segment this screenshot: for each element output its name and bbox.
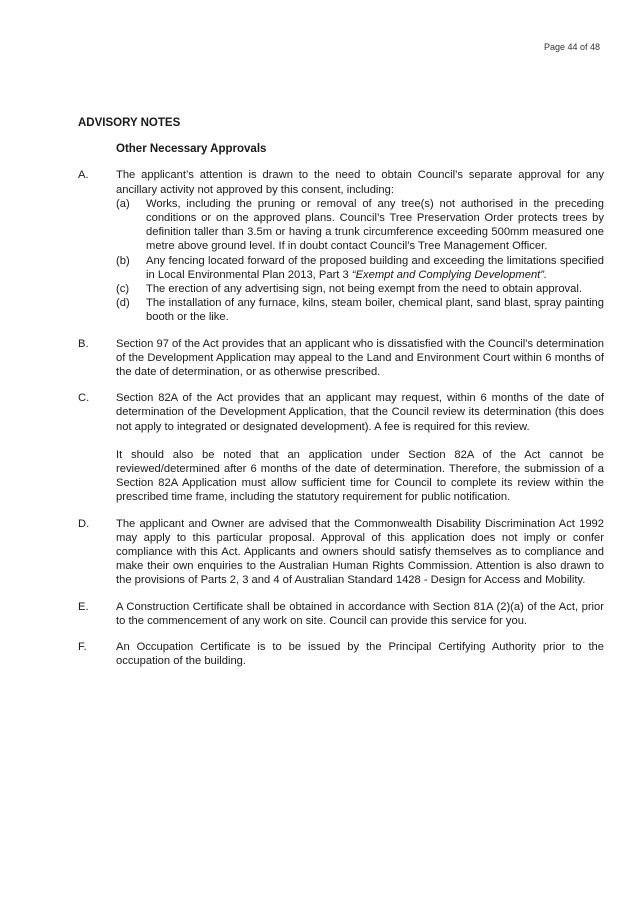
note-letter: F. bbox=[78, 641, 87, 654]
sub-item bbox=[116, 197, 604, 254]
sub-item-letter: (a) bbox=[116, 197, 130, 210]
note-a-intro: The applicant’s attention is drawn to the need to obtain Council’s separate approval for any ancillary activity not approved by this consent, including: bbox=[116, 169, 604, 196]
note-c-para-1: Section 82A of the Act provides that an applicant may request, within 6 months of the date of determination of the Development Application, that the Council review its determination (this does not apply to integrated or designated development). A fee is required for this review. bbox=[116, 392, 604, 433]
note-letter: B. bbox=[78, 337, 89, 350]
note-letter: D. bbox=[78, 517, 90, 530]
sub-list bbox=[116, 197, 604, 325]
sub-item-letter: (b) bbox=[116, 254, 130, 267]
note-letter: A. bbox=[78, 169, 89, 182]
note-d-text: The applicant and Owner are advised that the Commonwealth Disability Discrimination Act 1992 may apply to this particular proposal. Approval of this application does not imply or confer compliance with this Act. Applicants and owners should satisfy themselves as to compliance and make their own enquiries to the Australian Human Rights Commission. Attention is also drawn to the provisions of Parts 2, 3 and 4 of Australian Standard 1428 - Design for Access and Mobility. bbox=[116, 517, 604, 587]
note-body bbox=[116, 391, 604, 504]
sub-item-text: The installation of any furnace, kilns, steam boiler, chemical plant, sand blast, spray painting booth or the like. bbox=[146, 297, 604, 324]
note-e-text: A Construction Certificate shall be obtained in accordance with Section 81A (2)(a) of the Act, prior to the commencement of any work on site. Council can provide this service for you. bbox=[116, 600, 604, 627]
subsection-heading: Other Necessary Approvals bbox=[116, 143, 267, 156]
sub-item-text-plain: Any fencing located forward of the proposed building and exceeding the limitations specified in Local Environmental Plan 2013, Part 3 bbox=[146, 254, 604, 281]
note-c-para-2: It should also be noted that an application under Section 82A of the Act cannot be reviewed/determined after 6 months of the date of determination. Therefore, the submission of a Section 82A Application must allow sufficient time for Council to complete its review within the prescribed time frame, including the statutory requirement for public notification. bbox=[116, 448, 604, 504]
note-b bbox=[78, 337, 604, 380]
sub-item bbox=[116, 296, 604, 324]
note-body bbox=[116, 337, 604, 380]
note-body bbox=[116, 168, 604, 324]
note-f-text: An Occupation Certificate is to be issued by the Principal Certifying Authority prior to the occupation of the building. bbox=[116, 641, 604, 668]
note-body bbox=[116, 517, 604, 588]
page-number: Page 44 of 48 bbox=[543, 42, 600, 52]
note-body bbox=[116, 640, 604, 668]
note-c bbox=[78, 391, 604, 504]
sub-item-text bbox=[146, 254, 604, 282]
sub-item-text: Works, including the pruning or removal of any tree(s) not authorised in the preceding conditions or on the approved plans. Council’s Tree Preservation Order protects trees by definition taller than 3.5m or having a trunk circumference exceeding 500mm measured one metre above ground level. If in doubt contact Council’s Tree Management Officer. bbox=[146, 197, 604, 253]
note-f bbox=[78, 640, 604, 668]
sub-item bbox=[116, 282, 604, 296]
note-e bbox=[78, 600, 604, 628]
sub-item-text-italic: “Exempt and Complying Development”. bbox=[351, 268, 548, 281]
section-heading: ADVISORY NOTES bbox=[78, 117, 181, 129]
sub-item-letter: (c) bbox=[116, 283, 130, 296]
note-a bbox=[78, 168, 604, 324]
sub-item-letter: (d) bbox=[116, 297, 130, 310]
document-body bbox=[78, 116, 604, 681]
sub-item-text: The erection of any advertising sign, not being exempt from the need to obtain approval. bbox=[146, 283, 582, 296]
sub-item bbox=[116, 254, 604, 282]
note-body bbox=[116, 600, 604, 628]
note-d bbox=[78, 517, 604, 588]
note-b-text: Section 97 of the Act provides that an applicant who is dissatisfied with the Council’s determination of the Development Application may appeal to the Land and Environment Court within 6 months of the date of determination, or as otherwise prescribed. bbox=[116, 337, 604, 379]
note-letter: E. bbox=[78, 600, 89, 613]
note-letter: C. bbox=[78, 392, 90, 405]
